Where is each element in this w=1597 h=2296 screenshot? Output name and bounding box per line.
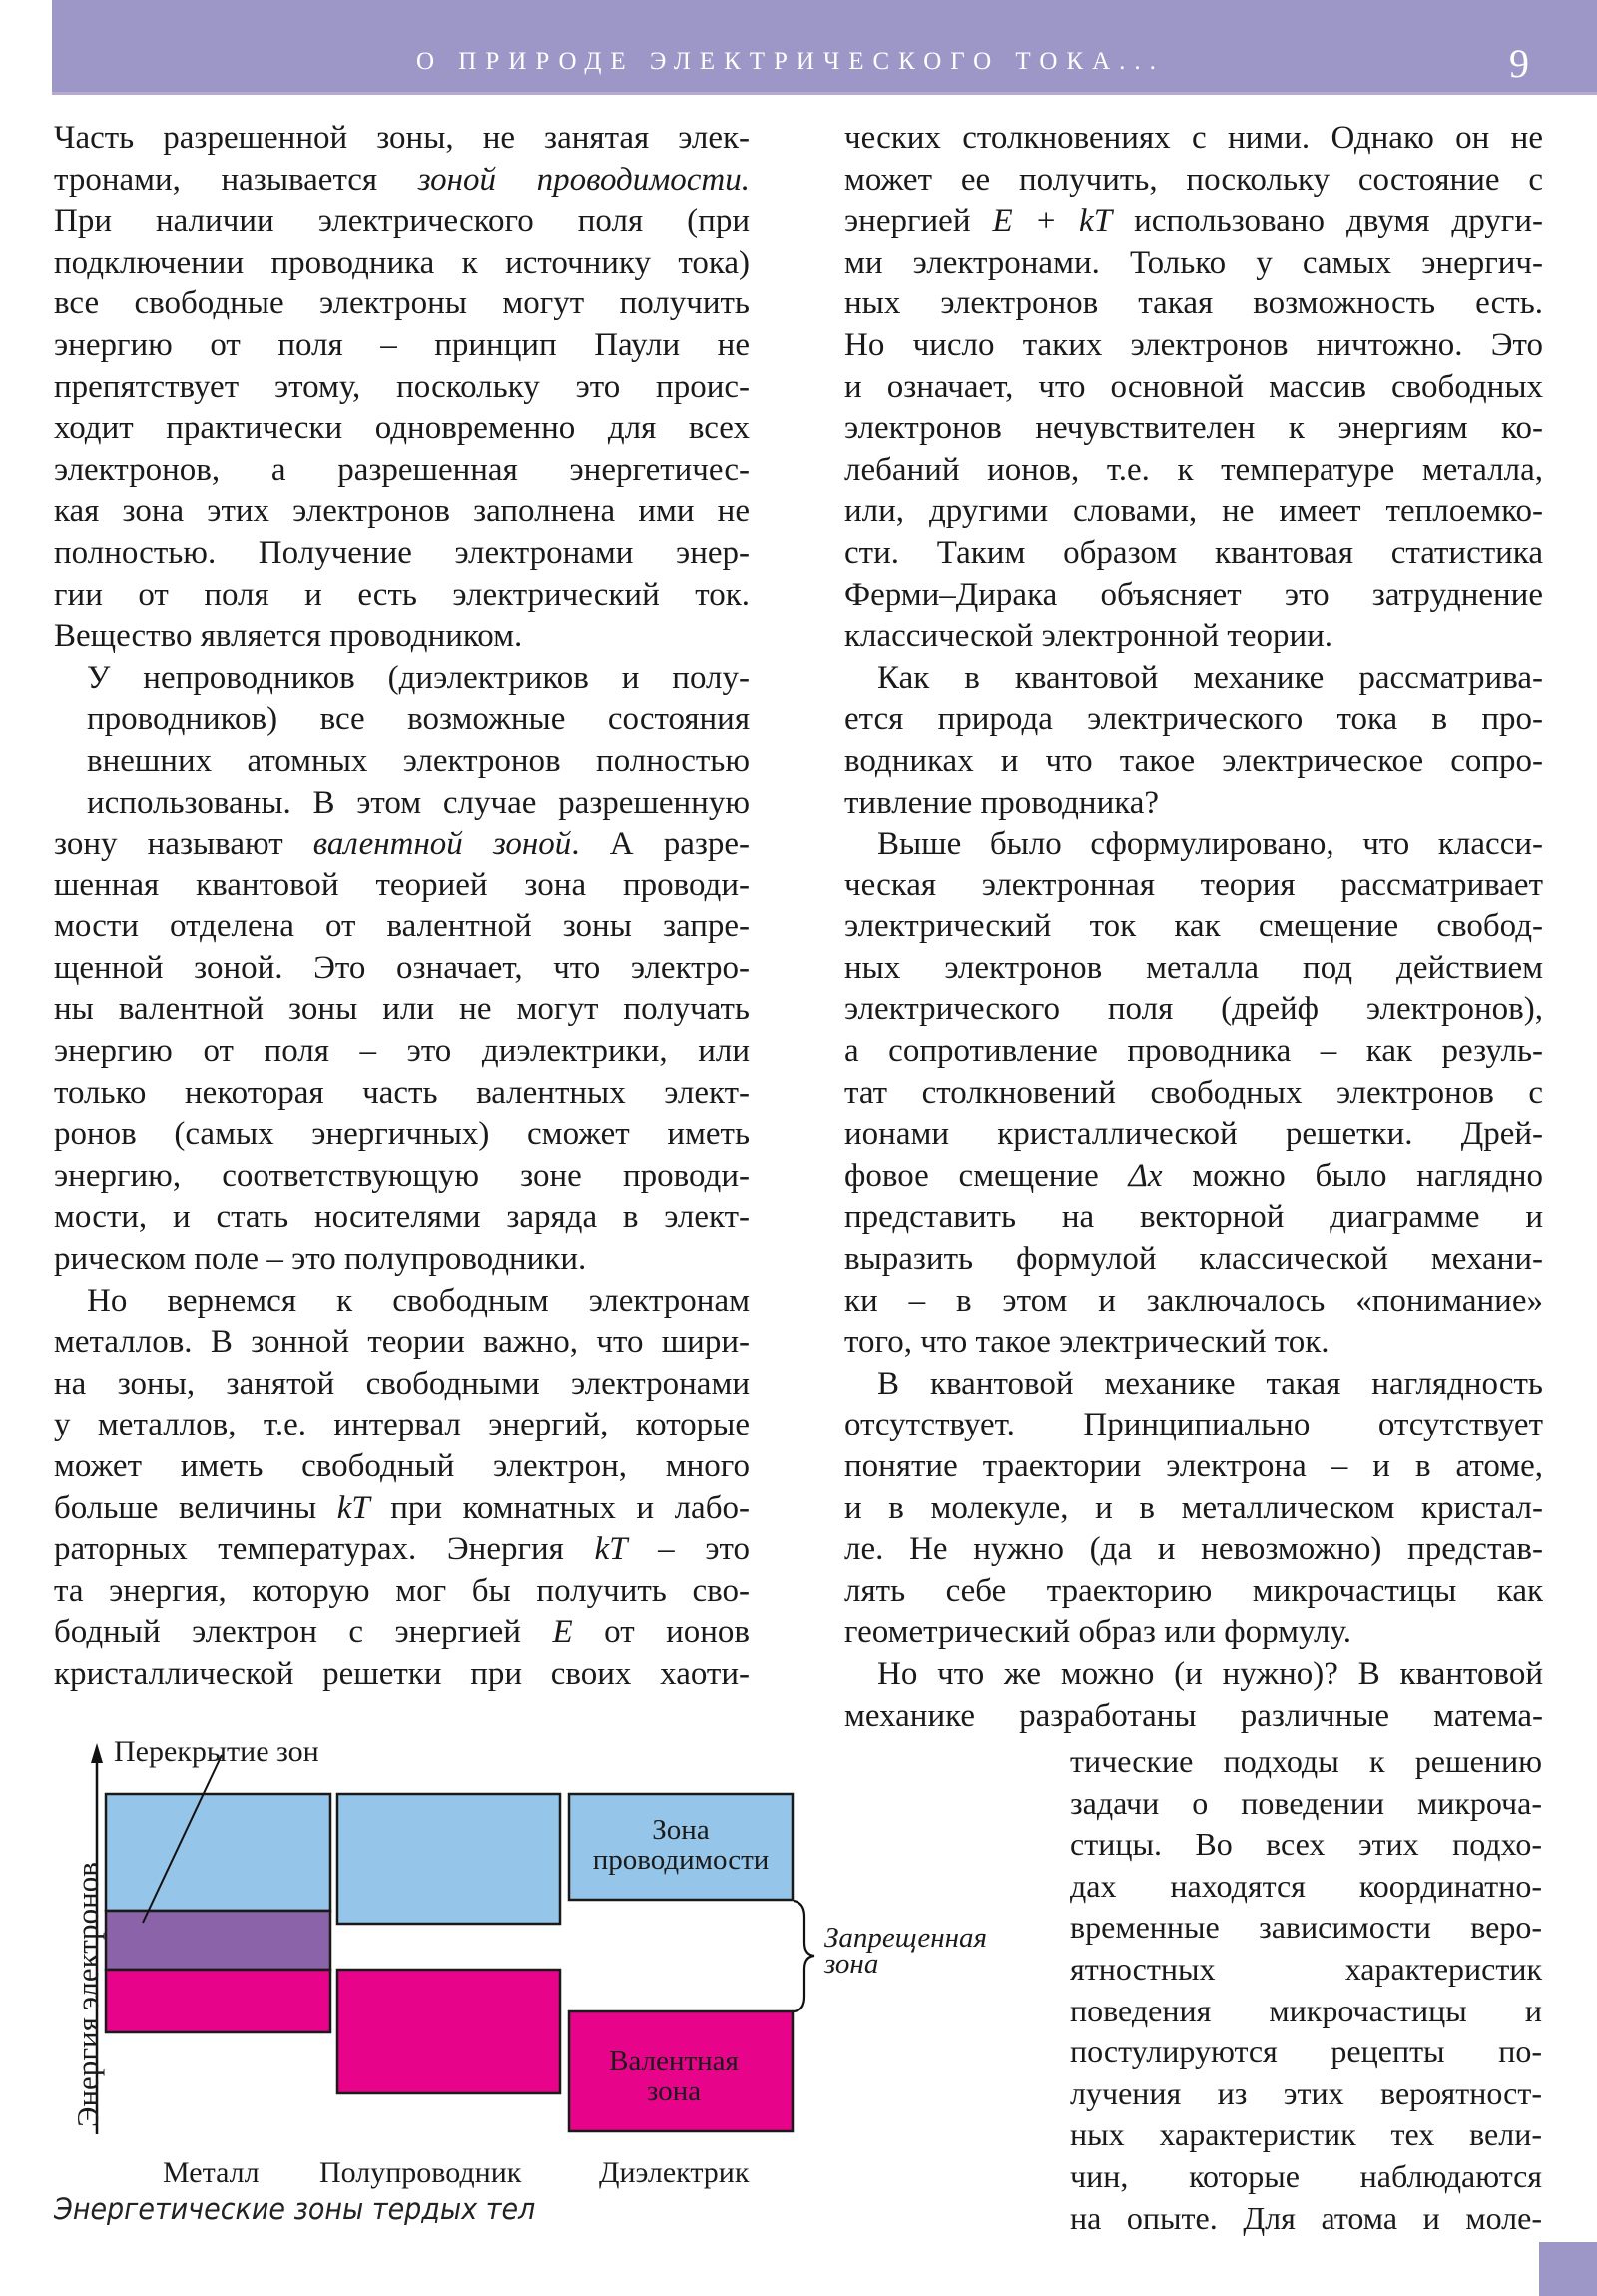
figure-caption: Энергетические зоны тердых тел <box>54 2192 536 2226</box>
category-semiconductor: Полупроводник <box>319 2156 522 2189</box>
text-line: на опыте. Для атома и моле- <box>1070 2199 1542 2236</box>
text-line: электронов, а разрешенная энергетичес- <box>54 451 750 488</box>
text-line: полностью. Получение электронами энер- <box>54 534 750 571</box>
text-line: геометрический образ или формулу. <box>844 1614 1351 1651</box>
text-line: та энергия, которую мог бы получить сво- <box>54 1572 750 1609</box>
axis-arrow-icon <box>91 1743 103 1763</box>
text-line: Но число таких электронов ничтожно. Это <box>844 326 1543 363</box>
text-line: тронами, называется зоной проводимости. <box>54 161 751 198</box>
text-line: мости, и стать носителями заряда в элект- <box>54 1199 750 1236</box>
text-line: может иметь свободный электрон, много <box>54 1448 750 1484</box>
text-line: постулируются рецепты по- <box>1070 2033 1542 2070</box>
text-line: металлов. В зонной теории важно, что шири- <box>54 1324 750 1361</box>
text-line: тические подходы к решению <box>1070 1743 1542 1779</box>
paragraph-continuation <box>1070 1741 1542 2239</box>
text-line: того, что такое электрический ток. <box>844 1324 1330 1361</box>
text-line: ны валентной зоны или не могут получать <box>54 991 750 1028</box>
text-line: представить на векторной диаграмме и <box>844 1199 1543 1236</box>
text-line: ных характеристик тех вели- <box>1070 2116 1542 2153</box>
text-line: При наличии электрического поля (при <box>54 203 750 240</box>
text-line: Ферми–Дирака объясняет это затруднение <box>844 576 1543 613</box>
paragraph <box>54 658 750 1281</box>
metal-overlap-band <box>106 1911 330 1970</box>
text-line: водниках и что такое электрическое сопро- <box>844 742 1543 779</box>
text-line: только некоторая часть валентных элект- <box>54 1074 750 1111</box>
text-line: на зоны, занятой свободными электронами <box>54 1365 750 1402</box>
valence-zone-label: Валентная зона <box>609 2045 739 2107</box>
text-line: все свободные электроны могут получить <box>54 286 750 322</box>
text-line: Вещество является проводником. <box>54 618 523 655</box>
text-line: электрического поля (дрейф электронов), <box>844 991 1543 1028</box>
category-metal: Металл <box>163 2156 260 2189</box>
term-conduction-zone: зоной проводимости. <box>417 161 751 198</box>
term-valence-zone: валентной зоной <box>312 826 572 862</box>
paragraph <box>54 118 750 658</box>
text-line: кристаллической решетки при своих хаоти- <box>54 1655 750 1692</box>
text-line: механике разработаны различные матема- <box>844 1697 1543 1734</box>
text-line: лебаний ионов, т.е. к температуре металла, <box>844 451 1543 488</box>
text-line: лять себе траекторию микрочастицы как <box>844 1572 1543 1609</box>
running-title: О ПРИРОДЕ ЭЛЕКТРИЧЕСКОГО ТОКА... <box>416 48 1165 75</box>
text-line: энергией E + kT использовано двумя други- <box>844 203 1543 240</box>
text-line: проводников) все возможные состояния <box>87 701 750 738</box>
category-dielectric: Диэлектрик <box>599 2156 750 2189</box>
text-line: лучения из этих вероятност- <box>1070 2074 1542 2111</box>
text-line: ется природа электрического тока в про- <box>844 701 1543 738</box>
y-axis-label: Энергия электронов <box>70 1862 105 2127</box>
text-line: задачи о поведении микроча- <box>1070 1784 1542 1821</box>
text-line: ми электронами. Только у самых энергич- <box>844 244 1543 281</box>
metal-valence-band <box>106 1970 330 2032</box>
text-line: фовое смещение Δx можно было наглядно <box>844 1157 1543 1194</box>
text-line: а сопротивление проводника – как резуль- <box>844 1033 1543 1070</box>
paragraph <box>54 1281 750 1696</box>
text-line: мости отделена от валентной зоны запре- <box>54 908 750 945</box>
text-line: ных электронов такая возможность есть. <box>844 286 1543 322</box>
text-line: стицы. Во всех этих подхо- <box>1070 1826 1542 1863</box>
text-line: кая зона этих электронов заполнена ими не <box>54 493 750 530</box>
text-line: Часть разрешенной зоны, не занятая элек- <box>54 120 750 156</box>
text-line: чин, которые наблюдаются <box>1070 2157 1542 2194</box>
text-line: ческих столкновениях с ними. Однако он не <box>844 120 1543 156</box>
text-line: классической электронной теории. <box>844 618 1333 655</box>
text-line: отсутствует. Принципиально отсутствует <box>844 1407 1543 1443</box>
text-line: энергию от поля – это диэлектрики, или <box>54 1033 750 1070</box>
text-line: тивление проводника? <box>844 784 1160 821</box>
forbidden-zone-brace-icon <box>794 1901 814 2011</box>
text-line: или, другими словами, не имеет теплоемко- <box>844 493 1543 530</box>
paragraph <box>844 1364 1543 1654</box>
text-line: шенная квантовой теорией зона проводи- <box>54 866 750 903</box>
semiconductor-conduction-band <box>337 1794 560 1924</box>
text-line: гии от поля и есть электрический ток. <box>54 576 750 613</box>
paragraph <box>844 118 1543 658</box>
text-line: электрический ток как смещение свобод- <box>844 908 1543 945</box>
text-line: У непроводников (диэлектриков и полу- <box>87 659 750 696</box>
text-line: В квантовой механике такая наглядность <box>877 1365 1543 1402</box>
metal-conduction-band <box>106 1794 330 1911</box>
text-line: ных электронов металла под действием <box>844 949 1543 986</box>
conduction-zone-label: Зона проводимости <box>592 1814 770 1876</box>
text-line: ятностных характеристик <box>1070 1950 1542 1987</box>
text-line: Выше было сформулировано, что класси- <box>877 826 1543 862</box>
text-line: и означает, что основной массив свободных <box>844 368 1543 405</box>
page-corner-tab <box>1539 2242 1597 2296</box>
text-line: ки – в этом и заключалось «понимание» <box>844 1282 1543 1319</box>
paragraph <box>844 824 1543 1364</box>
semiconductor-valence-band <box>337 1970 560 2093</box>
text-line: использованы. В этом случае разрешенную <box>87 784 750 821</box>
text-line: раторных температурах. Энергия kT – это <box>54 1531 750 1568</box>
text-line: и в молекуле, и в металлическом кристал- <box>844 1489 1543 1526</box>
text-line: сти. Таким образом квантовая статистика <box>844 534 1543 571</box>
paragraph <box>844 658 1543 824</box>
forbidden-zone-label: Запрещенная зона <box>824 1922 987 1980</box>
text-line: энергию от поля – принцип Паули не <box>54 326 750 363</box>
text-line: электронов нечувствителен к энергиям ко- <box>844 410 1543 447</box>
text-line: Как в квантовой механике рассматрива- <box>877 659 1543 696</box>
text-line: дах находятся координатно- <box>1070 1867 1542 1904</box>
text-line: рическом поле – это полупроводники. <box>54 1241 587 1278</box>
text-line: временные зависимости веро- <box>1070 1909 1542 1946</box>
text-line: ле. Не нужно (да и невозможно) представ- <box>844 1531 1543 1568</box>
text-line: Но что же можно (и нужно)? В квантовой <box>877 1655 1543 1692</box>
text-line: у металлов, т.е. интервал энергий, которые <box>54 1407 750 1443</box>
right-column <box>844 118 1543 1737</box>
text-line: бодный электрон с энергией E от ионов <box>54 1614 751 1651</box>
text-line: внешних атомных электронов полностью <box>87 742 750 779</box>
left-column <box>54 118 750 1696</box>
page-number: 9 <box>1509 41 1529 86</box>
text-line: ческая электронная теория рассматривает <box>844 866 1543 903</box>
overlap-label: Перекрытие зон <box>114 1735 319 1768</box>
text-line: щенной зоной. Это означает, что электро- <box>54 949 750 986</box>
text-line: понятие траектории электрона – и в атоме, <box>844 1448 1543 1484</box>
text-line: тат столкновений свободных электронов с <box>844 1074 1543 1111</box>
text-line: может ее получить, поскольку состояние с <box>844 161 1543 198</box>
text-line: ходит практически одновременно для всех <box>54 410 750 447</box>
text-line: зону называют валентной зоной. А разре- <box>54 826 751 862</box>
text-line: поведения микрочастицы и <box>1070 1992 1542 2028</box>
text-line: больше величины kT при комнатных и лабо- <box>54 1489 750 1526</box>
text-line: энергию, соответствующую зоне проводи- <box>54 1157 750 1194</box>
text-line: ронов (самых энергичных) сможет иметь <box>54 1116 750 1153</box>
text-line: ионами кристаллической решетки. Дрей- <box>844 1116 1543 1153</box>
running-header <box>52 0 1597 95</box>
text-line: Но вернемся к свободным электронам <box>87 1282 750 1319</box>
text-line: препятствует этому, поскольку это проис- <box>54 368 750 405</box>
text-line: подключении проводника к источнику тока) <box>54 244 750 281</box>
right-column-narrow <box>1070 1741 1542 2239</box>
text-line: выразить формулой классической механи- <box>844 1241 1543 1278</box>
